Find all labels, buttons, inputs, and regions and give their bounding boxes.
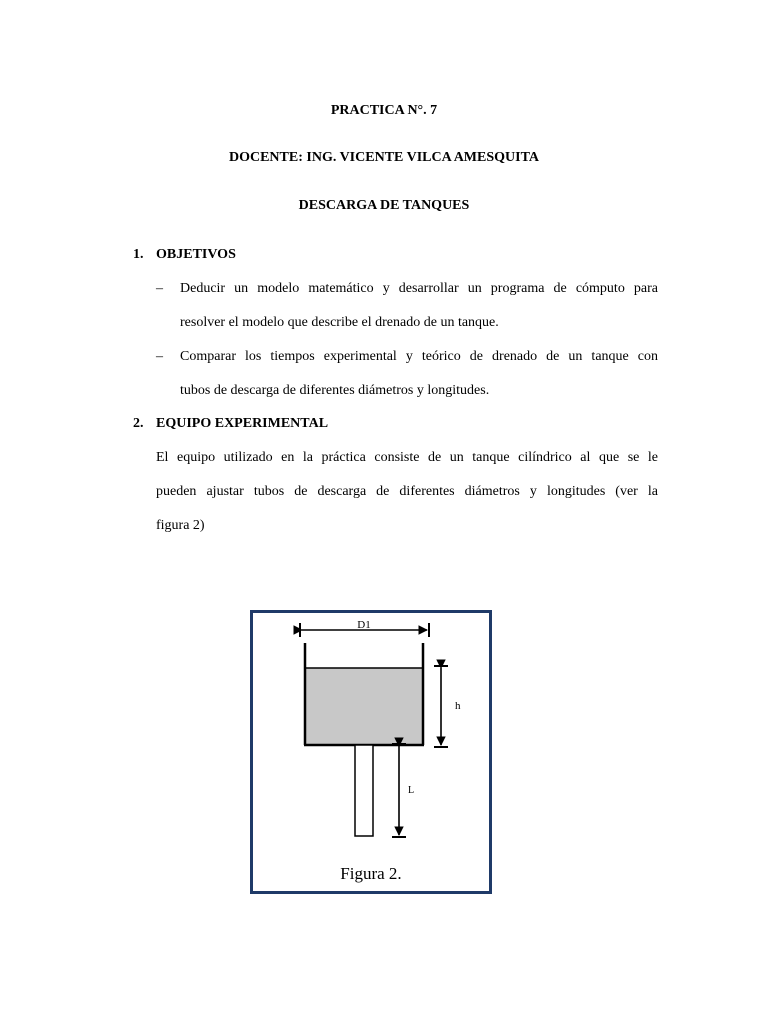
- tank-liquid: [305, 668, 423, 745]
- h-label: h: [455, 700, 461, 712]
- practice-number: PRACTICA N°. 7: [330, 103, 438, 118]
- section-2-number: 2.: [133, 416, 144, 431]
- d1-label: D1: [357, 619, 371, 631]
- bullet-2-dash: –: [156, 349, 163, 364]
- document-title: DESCARGA DE TANQUES: [298, 198, 470, 213]
- section-2-paragraph-line-2: pueden ajustar tubos de descarga de diferentes diámetros y longitudes (ver la: [156, 484, 658, 499]
- section-2-heading: EQUIPO EXPERIMENTAL: [156, 416, 329, 431]
- figure-caption: Figura 2.: [340, 864, 402, 883]
- teacher-name: DOCENTE: ING. VICENTE VILCA AMESQUITA: [228, 150, 539, 165]
- bullet-1-line-2: resolver el modelo que describe el drenado de un tanque.: [180, 315, 499, 330]
- section-2-paragraph-line-1: El equipo utilizado en la práctica consiste de un tanque cilíndrico al que se le: [156, 450, 658, 465]
- tank-figure: [250, 610, 492, 894]
- discharge-tube: [355, 745, 373, 836]
- bullet-2-line-1: Comparar los tiempos experimental y teórico de drenado de un tanque con: [180, 349, 658, 364]
- bullet-2-line-2: tubos de descarga de diferentes diámetros y longitudes.: [180, 383, 490, 398]
- section-1-heading: OBJETIVOS: [156, 247, 236, 262]
- l-label: L: [408, 785, 415, 796]
- section-2-paragraph-line-3: figura 2): [156, 518, 205, 533]
- bullet-1-dash: –: [156, 281, 163, 296]
- section-1-number: 1.: [133, 247, 144, 262]
- bullet-1-line-1: Deducir un modelo matemático y desarrollar un programa de cómputo para: [180, 281, 658, 296]
